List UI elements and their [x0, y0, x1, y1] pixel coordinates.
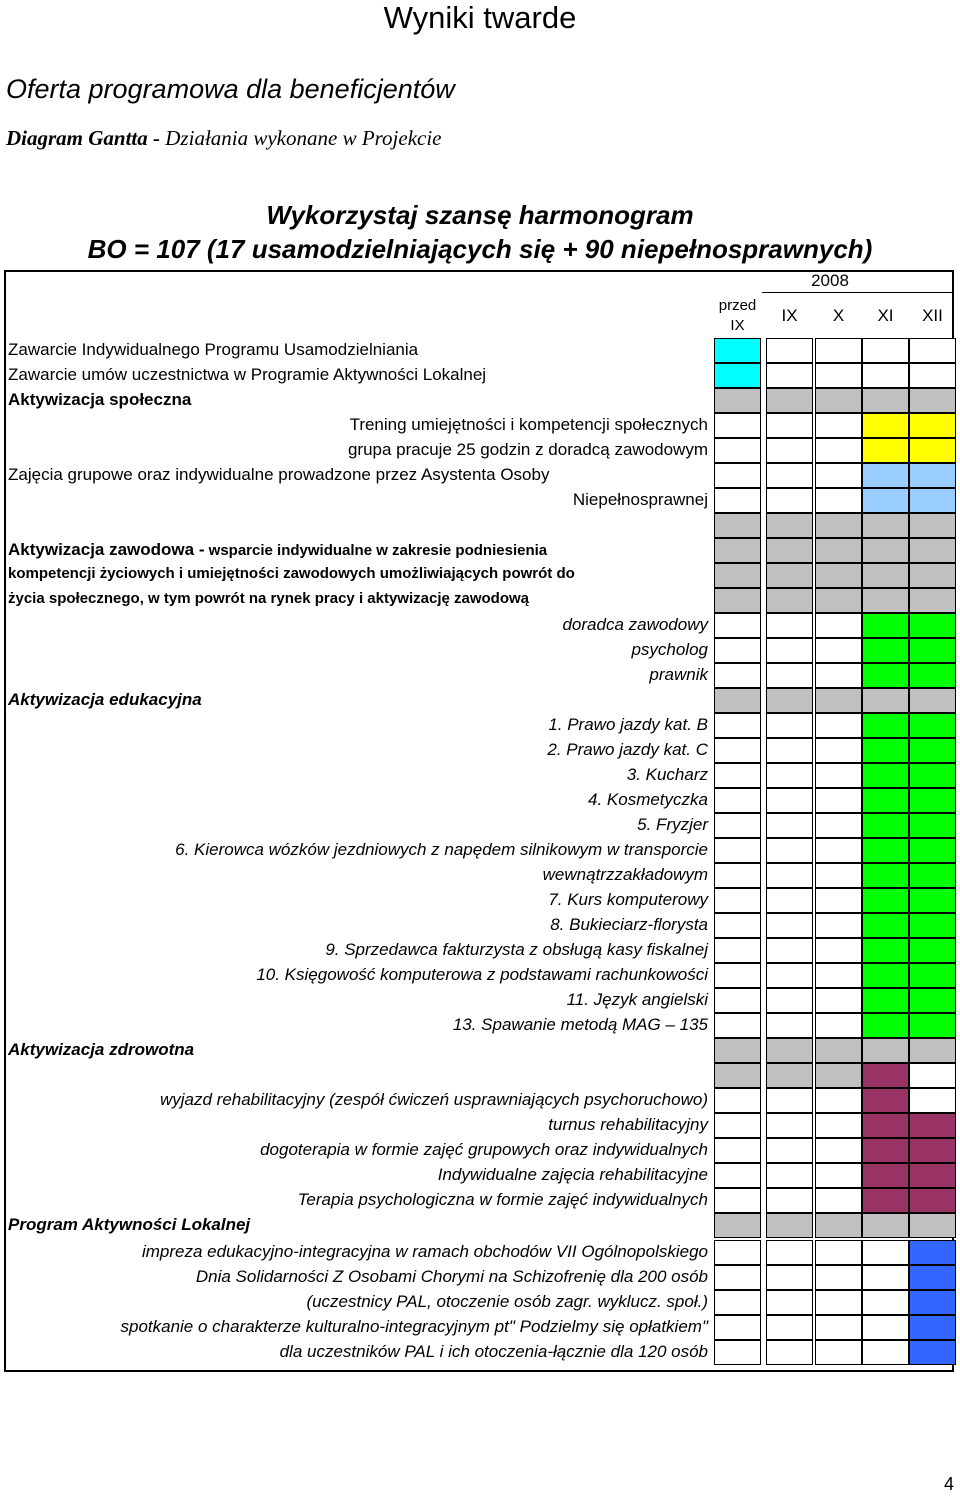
row-label-5: Zajęcia grupowe oraz indywidualne prowadzone przez Asystenta Osoby — [8, 465, 550, 484]
row-label-3: Trening umiejętności i kompetencji społecznych — [349, 415, 708, 434]
gantt-cell-r16-c3 — [862, 738, 909, 763]
gantt-cell-r35-c4 — [909, 1213, 956, 1238]
gantt-cell-r15-c2 — [815, 713, 862, 738]
row-label-bold: Aktywizacja zawodowa - — [8, 540, 205, 559]
gantt-cell-r5-c1 — [766, 463, 813, 488]
row-label-24: 9. Sprzedawca fakturzysta z obsługą kasy fiskalnej — [325, 940, 708, 959]
gantt-cell-r5-c0 — [714, 463, 761, 488]
gantt-cell-r24-c2 — [815, 938, 862, 963]
gantt-cell-r16-c0 — [714, 738, 761, 763]
gantt-cell-r26-c1 — [766, 988, 813, 1013]
gantt-cell-r23-c1 — [766, 913, 813, 938]
gantt-cell-r17-c0 — [714, 763, 761, 788]
gantt-cell-r36-c0 — [714, 1240, 761, 1265]
gantt-cell-r31-c0 — [714, 1113, 761, 1138]
row-label-35: Program Aktywności Lokalnej — [8, 1215, 251, 1234]
gantt-cell-r8-c2 — [815, 538, 862, 563]
gantt-cell-r37-c4 — [909, 1265, 956, 1290]
gantt-cell-r17-c2 — [815, 763, 862, 788]
gantt-cell-r6-c3 — [862, 488, 909, 513]
gantt-cell-r6-c0 — [714, 488, 761, 513]
row-label-26: 11. Język angielski — [566, 990, 708, 1009]
row-label-10: życia społecznego, w tym powrót na rynek pracy i aktywizację zawodową — [8, 590, 530, 607]
gantt-cell-r1-c3 — [862, 363, 909, 388]
gantt-cell-r4-c1 — [766, 438, 813, 463]
gantt-cell-r17-c3 — [862, 763, 909, 788]
gantt-cell-r9-c3 — [862, 563, 909, 588]
gantt-cell-r12-c3 — [862, 638, 909, 663]
gantt-cell-r0-c2 — [815, 338, 862, 363]
gantt-cell-r33-c0 — [714, 1163, 761, 1188]
gantt-cell-r33-c1 — [766, 1163, 813, 1188]
gantt-cell-r25-c3 — [862, 963, 909, 988]
year-divider — [762, 292, 952, 293]
schedule-title: Wykorzystaj szansę harmonogram — [266, 200, 694, 230]
gantt-cell-r34-c0 — [714, 1188, 761, 1213]
gantt-cell-r32-c4 — [909, 1138, 956, 1163]
gantt-cell-r13-c2 — [815, 663, 862, 688]
row-label-1: Zawarcie umów uczestnictwa w Programie Aktywności Lokalnej — [8, 365, 487, 384]
gantt-cell-r36-c1 — [766, 1240, 813, 1265]
gantt-cell-r18-c4 — [909, 788, 956, 813]
gantt-cell-r39-c1 — [766, 1315, 813, 1340]
gantt-cell-r40-c1 — [766, 1340, 813, 1365]
gantt-cell-r9-c2 — [815, 563, 862, 588]
gantt-cell-r28-c0 — [714, 1038, 761, 1063]
gantt-cell-r15-c3 — [862, 713, 909, 738]
gantt-cell-r26-c3 — [862, 988, 909, 1013]
gantt-cell-r36-c3 — [862, 1240, 909, 1265]
gantt-cell-r23-c3 — [862, 913, 909, 938]
gantt-cell-r30-c0 — [714, 1088, 761, 1113]
gantt-cell-r21-c0 — [714, 863, 761, 888]
gantt-cell-r25-c4 — [909, 963, 956, 988]
gantt-cell-r24-c3 — [862, 938, 909, 963]
gantt-cell-r19-c1 — [766, 813, 813, 838]
gantt-cell-r3-c1 — [766, 413, 813, 438]
gantt-cell-r40-c3 — [862, 1340, 909, 1365]
gantt-cell-r15-c4 — [909, 713, 956, 738]
gantt-cell-r2-c1 — [766, 388, 813, 413]
gantt-cell-r5-c4 — [909, 463, 956, 488]
row-label-30: wyjazd rehabilitacyjny (zespół ćwiczeń usprawniających psychoruchowo) — [159, 1090, 708, 1109]
gantt-cell-r38-c4 — [909, 1290, 956, 1315]
gantt-cell-r16-c2 — [815, 738, 862, 763]
gantt-cell-r1-c1 — [766, 363, 813, 388]
gantt-cell-r39-c4 — [909, 1315, 956, 1340]
gantt-cell-r37-c1 — [766, 1265, 813, 1290]
gantt-cell-r4-c3 — [862, 438, 909, 463]
gantt-cell-r30-c2 — [815, 1088, 862, 1113]
gantt-cell-r24-c4 — [909, 938, 956, 963]
gantt-cell-r34-c1 — [766, 1188, 813, 1213]
row-label-13: prawnik — [649, 665, 708, 684]
gantt-cell-r9-c4 — [909, 563, 956, 588]
gantt-cell-r24-c0 — [714, 938, 761, 963]
row-label-12: psycholog — [631, 640, 708, 659]
gantt-cell-r14-c4 — [909, 688, 956, 713]
gantt-cell-r20-c2 — [815, 838, 862, 863]
gantt-cell-r31-c4 — [909, 1113, 956, 1138]
gantt-cell-r23-c4 — [909, 913, 956, 938]
gantt-cell-r14-c1 — [766, 688, 813, 713]
month-header-3: XI — [877, 306, 894, 325]
gantt-cell-r6-c4 — [909, 488, 956, 513]
gantt-cell-r19-c4 — [909, 813, 956, 838]
gantt-cell-r4-c0 — [714, 438, 761, 463]
row-label-33: Indywidualne zajęcia rehabilitacyjne — [437, 1165, 708, 1184]
gantt-cell-r12-c4 — [909, 638, 956, 663]
gantt-cell-r1-c4 — [909, 363, 956, 388]
gantt-cell-r11-c4 — [909, 613, 956, 638]
row-label-17: 3. Kucharz — [626, 765, 708, 784]
gantt-cell-r28-c4 — [909, 1038, 956, 1063]
gantt-heading — [6, 126, 442, 151]
gantt-cell-r19-c3 — [862, 813, 909, 838]
row-label-21: wewnątrzzakładowym — [542, 865, 708, 884]
gantt-cell-r35-c0 — [714, 1213, 761, 1238]
gantt-cell-r2-c4 — [909, 388, 956, 413]
row-label-20: 6. Kierowca wózków jezdniowych z napędem silnikowym w transporcie — [175, 840, 708, 859]
month-header-4: XII — [922, 306, 943, 325]
row-label-18: 4. Kosmetyczka — [588, 790, 708, 809]
gantt-cell-r38-c1 — [766, 1290, 813, 1315]
gantt-cell-r7-c1 — [766, 513, 813, 538]
gantt-cell-r30-c1 — [766, 1088, 813, 1113]
gantt-cell-r10-c0 — [714, 588, 761, 613]
gantt-cell-r32-c1 — [766, 1138, 813, 1163]
gantt-cell-r13-c1 — [766, 663, 813, 688]
row-label-15: 1. Prawo jazdy kat. B — [548, 715, 708, 734]
gantt-cell-r22-c2 — [815, 888, 862, 913]
row-label-37: Dnia Solidarności Z Osobami Chorymi na Schizofrenię dla 200 osób — [195, 1267, 708, 1286]
gantt-cell-r11-c3 — [862, 613, 909, 638]
schedule-subtitle: BO = 107 (17 usamodzielniających się + 90 niepełnosprawnych) — [87, 234, 873, 264]
gantt-cell-r19-c2 — [815, 813, 862, 838]
row-label-31: turnus rehabilitacyjny — [548, 1115, 708, 1134]
gantt-cell-r33-c2 — [815, 1163, 862, 1188]
gantt-cell-r13-c3 — [862, 663, 909, 688]
gantt-cell-r34-c2 — [815, 1188, 862, 1213]
gantt-cell-r24-c1 — [766, 938, 813, 963]
gantt-cell-r37-c2 — [815, 1265, 862, 1290]
row-label-36: impreza edukacyjno-integracyjna w ramach obchodów VII Ogólnopolskiego — [141, 1242, 708, 1261]
gantt-cell-r6-c2 — [815, 488, 862, 513]
gantt-heading-bold: Diagram Gantta - — [6, 126, 166, 150]
gantt-cell-r26-c2 — [815, 988, 862, 1013]
gantt-cell-r31-c3 — [862, 1113, 909, 1138]
gantt-cell-r5-c3 — [862, 463, 909, 488]
gantt-cell-r28-c2 — [815, 1038, 862, 1063]
row-label-16: 2. Prawo jazdy kat. C — [547, 740, 708, 759]
row-label-4: grupa pracuje 25 godzin z doradcą zawodowym — [347, 440, 708, 459]
gantt-cell-r2-c3 — [862, 388, 909, 413]
gantt-cell-r14-c2 — [815, 688, 862, 713]
gantt-cell-r40-c2 — [815, 1340, 862, 1365]
gantt-cell-r13-c0 — [714, 663, 761, 688]
gantt-cell-r0-c4 — [909, 338, 956, 363]
gantt-cell-r35-c2 — [815, 1213, 862, 1238]
row-label-25: 10. Księgowość komputerowa z podstawami rachunkowości — [256, 965, 708, 984]
gantt-cell-r1-c0 — [714, 363, 761, 388]
gantt-cell-r20-c4 — [909, 838, 956, 863]
gantt-cell-r0-c0 — [714, 338, 761, 363]
gantt-cell-r8-c1 — [766, 538, 813, 563]
gantt-cell-r32-c2 — [815, 1138, 862, 1163]
gantt-cell-r19-c0 — [714, 813, 761, 838]
gantt-cell-r25-c2 — [815, 963, 862, 988]
gantt-cell-r33-c3 — [862, 1163, 909, 1188]
row-label-22: 7. Kurs komputerowy — [548, 890, 708, 909]
gantt-cell-r18-c3 — [862, 788, 909, 813]
year-header: 2008 — [811, 271, 849, 290]
gantt-cell-r11-c2 — [815, 613, 862, 638]
row-label-11: doradca zawodowy — [562, 615, 708, 634]
gantt-cell-r4-c2 — [815, 438, 862, 463]
gantt-cell-r27-c1 — [766, 1013, 813, 1038]
row-label-0: Zawarcie Indywidualnego Programu Usamodzielniania — [8, 340, 419, 359]
row-label-28: Aktywizacja zdrowotna — [8, 1040, 195, 1059]
gantt-cell-r21-c3 — [862, 863, 909, 888]
gantt-cell-r39-c3 — [862, 1315, 909, 1340]
row-label-2: Aktywizacja społeczna — [8, 390, 192, 409]
gantt-cell-r8-c4 — [909, 538, 956, 563]
gantt-cell-r28-c3 — [862, 1038, 909, 1063]
gantt-cell-r40-c4 — [909, 1340, 956, 1365]
row-label-6: Niepełnosprawnej — [572, 490, 708, 509]
gantt-cell-r2-c0 — [714, 388, 761, 413]
gantt-cell-r6-c1 — [766, 488, 813, 513]
gantt-cell-r31-c1 — [766, 1113, 813, 1138]
gantt-cell-r18-c0 — [714, 788, 761, 813]
gantt-cell-r20-c3 — [862, 838, 909, 863]
gantt-cell-r22-c3 — [862, 888, 909, 913]
gantt-cell-r1-c2 — [815, 363, 862, 388]
gantt-cell-r11-c0 — [714, 613, 761, 638]
gantt-cell-r35-c3 — [862, 1213, 909, 1238]
gantt-cell-r27-c4 — [909, 1013, 956, 1038]
gantt-cell-r23-c0 — [714, 913, 761, 938]
gantt-cell-r22-c0 — [714, 888, 761, 913]
gantt-cell-r27-c0 — [714, 1013, 761, 1038]
row-label-39: spotkanie o charakterze kulturalno-integracyjnym pt" Podzielmy się opłatkiem" — [120, 1317, 708, 1336]
gantt-cell-r31-c2 — [815, 1113, 862, 1138]
gantt-heading-rest: Działania wykonane w Projekcie — [165, 126, 442, 150]
row-label-38: (uczestnicy PAL, otoczenie osób zagr. wyklucz. społ.) — [306, 1292, 708, 1311]
gantt-cell-r36-c2 — [815, 1240, 862, 1265]
gantt-cell-r21-c2 — [815, 863, 862, 888]
gantt-cell-r18-c1 — [766, 788, 813, 813]
gantt-cell-r8-c3 — [862, 538, 909, 563]
gantt-cell-r16-c4 — [909, 738, 956, 763]
gantt-cell-r2-c2 — [815, 388, 862, 413]
gantt-cell-r18-c2 — [815, 788, 862, 813]
gantt-cell-r29-c2 — [815, 1063, 862, 1088]
gantt-cell-r17-c4 — [909, 763, 956, 788]
gantt-cell-r10-c2 — [815, 588, 862, 613]
gantt-cell-r7-c4 — [909, 513, 956, 538]
gantt-cell-r3-c0 — [714, 413, 761, 438]
gantt-cell-r23-c2 — [815, 913, 862, 938]
gantt-cell-r17-c1 — [766, 763, 813, 788]
gantt-cell-r29-c3 — [862, 1063, 909, 1088]
gantt-cell-r3-c3 — [862, 413, 909, 438]
gantt-cell-r39-c2 — [815, 1315, 862, 1340]
row-label-8 — [8, 540, 547, 560]
gantt-cell-r32-c3 — [862, 1138, 909, 1163]
gantt-cell-r26-c0 — [714, 988, 761, 1013]
gantt-cell-r16-c1 — [766, 738, 813, 763]
gantt-cell-r21-c4 — [909, 863, 956, 888]
gantt-cell-r12-c2 — [815, 638, 862, 663]
gantt-cell-r15-c1 — [766, 713, 813, 738]
gantt-cell-r27-c3 — [862, 1013, 909, 1038]
gantt-cell-r33-c4 — [909, 1163, 956, 1188]
gantt-cell-r0-c3 — [862, 338, 909, 363]
row-label-23: 8. Bukieciarz-florysta — [550, 915, 708, 934]
gantt-cell-r25-c0 — [714, 963, 761, 988]
gantt-cell-r5-c2 — [815, 463, 862, 488]
row-label-32: dogoterapia w formie zajęć grupowych oraz indywidualnych — [260, 1140, 708, 1159]
gantt-cell-r25-c1 — [766, 963, 813, 988]
gantt-cell-r11-c1 — [766, 613, 813, 638]
gantt-cell-r3-c4 — [909, 413, 956, 438]
gantt-cell-r22-c1 — [766, 888, 813, 913]
gantt-cell-r38-c0 — [714, 1290, 761, 1315]
row-label-9: kompetencji życiowych i umiejętności zawodowych umożliwiających powrót do — [8, 565, 575, 582]
gantt-cell-r4-c4 — [909, 438, 956, 463]
gantt-cell-r20-c0 — [714, 838, 761, 863]
gantt-cell-r35-c1 — [766, 1213, 813, 1238]
gantt-cell-r34-c3 — [862, 1188, 909, 1213]
gantt-cell-r15-c0 — [714, 713, 761, 738]
gantt-cell-r20-c1 — [766, 838, 813, 863]
row-label-19: 5. Fryzjer — [637, 815, 708, 834]
gantt-cell-r3-c2 — [815, 413, 862, 438]
page-number: 4 — [943, 1474, 954, 1494]
gantt-cell-r12-c0 — [714, 638, 761, 663]
gantt-cell-r40-c0 — [714, 1340, 761, 1365]
row-label-40: dla uczestników PAL i ich otoczenia-łącznie dla 120 osób — [279, 1342, 708, 1361]
gantt-cell-r10-c4 — [909, 588, 956, 613]
gantt-cell-r28-c1 — [766, 1038, 813, 1063]
gantt-cell-r29-c1 — [766, 1063, 813, 1088]
page-title: Wyniki twarde — [383, 0, 577, 35]
gantt-cell-r30-c3 — [862, 1088, 909, 1113]
gantt-cell-r38-c3 — [862, 1290, 909, 1315]
gantt-cell-r34-c4 — [909, 1188, 956, 1213]
row-label-27: 13. Spawanie metodą MAG – 135 — [452, 1015, 708, 1034]
gantt-cell-r21-c1 — [766, 863, 813, 888]
gantt-cell-r7-c3 — [862, 513, 909, 538]
gantt-cell-r27-c2 — [815, 1013, 862, 1038]
gantt-cell-r32-c0 — [714, 1138, 761, 1163]
gantt-cell-r26-c4 — [909, 988, 956, 1013]
gantt-cell-r9-c0 — [714, 563, 761, 588]
gantt-cell-r0-c1 — [766, 338, 813, 363]
month-header-1: IX — [781, 306, 798, 325]
gantt-cell-r39-c0 — [714, 1315, 761, 1340]
gantt-cell-r37-c3 — [862, 1265, 909, 1290]
row-label-14: Aktywizacja edukacyjna — [8, 690, 202, 709]
gantt-cell-r7-c2 — [815, 513, 862, 538]
gantt-cell-r7-c0 — [714, 513, 761, 538]
gantt-cell-r10-c3 — [862, 588, 909, 613]
gantt-cell-r30-c4 — [909, 1088, 956, 1113]
gantt-cell-r10-c1 — [766, 588, 813, 613]
month-header-2: X — [832, 306, 845, 325]
gantt-cell-r9-c1 — [766, 563, 813, 588]
gantt-cell-r22-c4 — [909, 888, 956, 913]
gantt-cell-r29-c0 — [714, 1063, 761, 1088]
gantt-cell-r29-c4 — [909, 1063, 956, 1088]
gantt-cell-r37-c0 — [714, 1265, 761, 1290]
row-label-detail: wsparcie indywidualne w zakresie podniesienia — [204, 542, 548, 559]
gantt-cell-r14-c3 — [862, 688, 909, 713]
gantt-cell-r12-c1 — [766, 638, 813, 663]
offer-heading: Oferta programowa dla beneficjentów — [6, 74, 455, 104]
gantt-cell-r14-c0 — [714, 688, 761, 713]
gantt-cell-r13-c4 — [909, 663, 956, 688]
month-header-0: przed IX — [718, 297, 757, 334]
row-label-34: Terapia psychologiczna w formie zajęć indywidualnych — [297, 1190, 708, 1209]
gantt-cell-r8-c0 — [714, 538, 761, 563]
gantt-cell-r38-c2 — [815, 1290, 862, 1315]
gantt-cell-r36-c4 — [909, 1240, 956, 1265]
